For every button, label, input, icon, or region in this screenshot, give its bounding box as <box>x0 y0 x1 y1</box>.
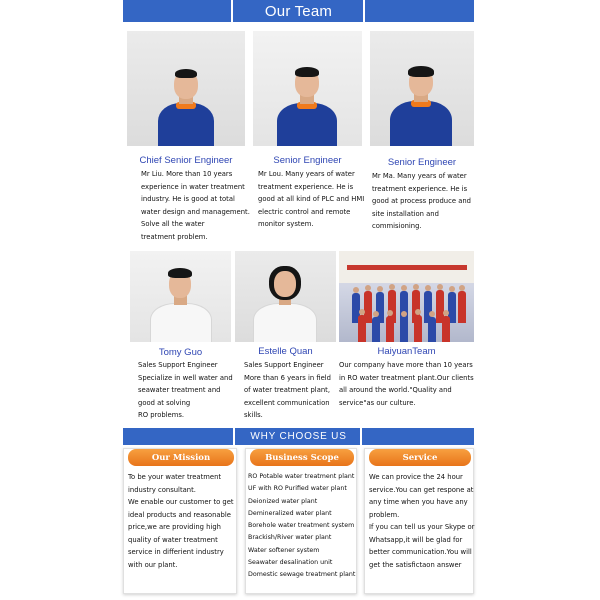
card-service <box>364 448 474 594</box>
name-tomy-guo: Tomy Guo <box>158 347 203 358</box>
card-service-header <box>369 449 471 466</box>
card-our-mission-text: To be your water treatment industry consultant. We enable our customer to get ideal products and reasonable price,we are providing high quality of water treatment service in differient industry with our plant. <box>128 473 234 569</box>
card-our-mission <box>123 448 237 594</box>
name-estelle-quan: Estelle Quan <box>258 346 313 357</box>
our-team-banner <box>123 0 474 22</box>
photo-senior-engineer-ma <box>370 31 474 146</box>
bio-chief-engineer: Mr Liu. More than 10 years experience in water treatment industry. He is good at total water design and management. Solve all the water treatment problem. <box>141 170 250 241</box>
banner-divider-right <box>363 0 365 22</box>
photo-tomy-guo <box>130 251 231 342</box>
why-divider-right <box>360 428 362 445</box>
photo-chief-engineer <box>127 31 245 146</box>
why-choose-us-banner <box>123 428 474 445</box>
card-business-scope <box>245 448 357 594</box>
why-choose-us-title: WHY CHOOSE US <box>250 431 347 442</box>
card-our-mission-header <box>128 449 234 466</box>
photo-estelle-quan <box>235 251 336 342</box>
our-team-title: Our Team <box>264 2 333 20</box>
card-service-text: We can provice the 24 hour service.You can get respone at any time when you have any problem. If you can tell us your Skype or Whatsapp,it will be glad for better communication.You will get the satisfictaon answer <box>369 473 475 569</box>
photo-senior-engineer-lou <box>253 31 362 146</box>
why-divider-left <box>233 428 235 445</box>
card-service-title: Service <box>402 452 438 463</box>
role-senior-engineer-ma: Senior Engineer <box>387 157 457 168</box>
card-our-mission-title: Our Mission <box>151 452 211 463</box>
bio-senior-engineer-lou: Mr Lou. Many years of water treatment experience. He is good at all kind of PLC and HMI electric control and remote monitor system. <box>258 170 365 228</box>
bio-tomy-guo: Sales Support Engineer Specialize in well water and seawater treatment and good at solving RO problems. <box>138 361 233 419</box>
role-senior-engineer-lou: Senior Engineer <box>273 155 342 166</box>
name-haiyuan-team: HaiyuanTeam <box>377 346 436 357</box>
banner-divider-left <box>231 0 233 22</box>
card-business-scope-header <box>250 449 354 466</box>
photo-haiyuan-team <box>339 251 474 342</box>
bio-senior-engineer-ma: Mr Ma. Many years of water treatment experience. He is good at process produce and site installation and commisioning. <box>372 172 471 230</box>
card-business-scope-list: RO Potable water treatment plant UF with RO Purified water plant Deionized water plant Demineralized water plant Borehole water treatment system Brackish/River water plant Water softener system Seawater desalination unit Domestic sewage treatment plant <box>248 473 356 579</box>
bio-haiyuan-team: Our company have more than 10 years in RO water treatment plant.Our clients all around the world."Quality and service"as our culture. <box>339 361 474 407</box>
bio-estelle-quan: Sales Support Engineer More than 6 years in field of water treatment plant, excellent communication skills. <box>244 361 331 419</box>
card-business-scope-title: Business Scope <box>265 452 339 463</box>
role-chief-senior-engineer: Chief Senior Engineer <box>139 155 233 166</box>
